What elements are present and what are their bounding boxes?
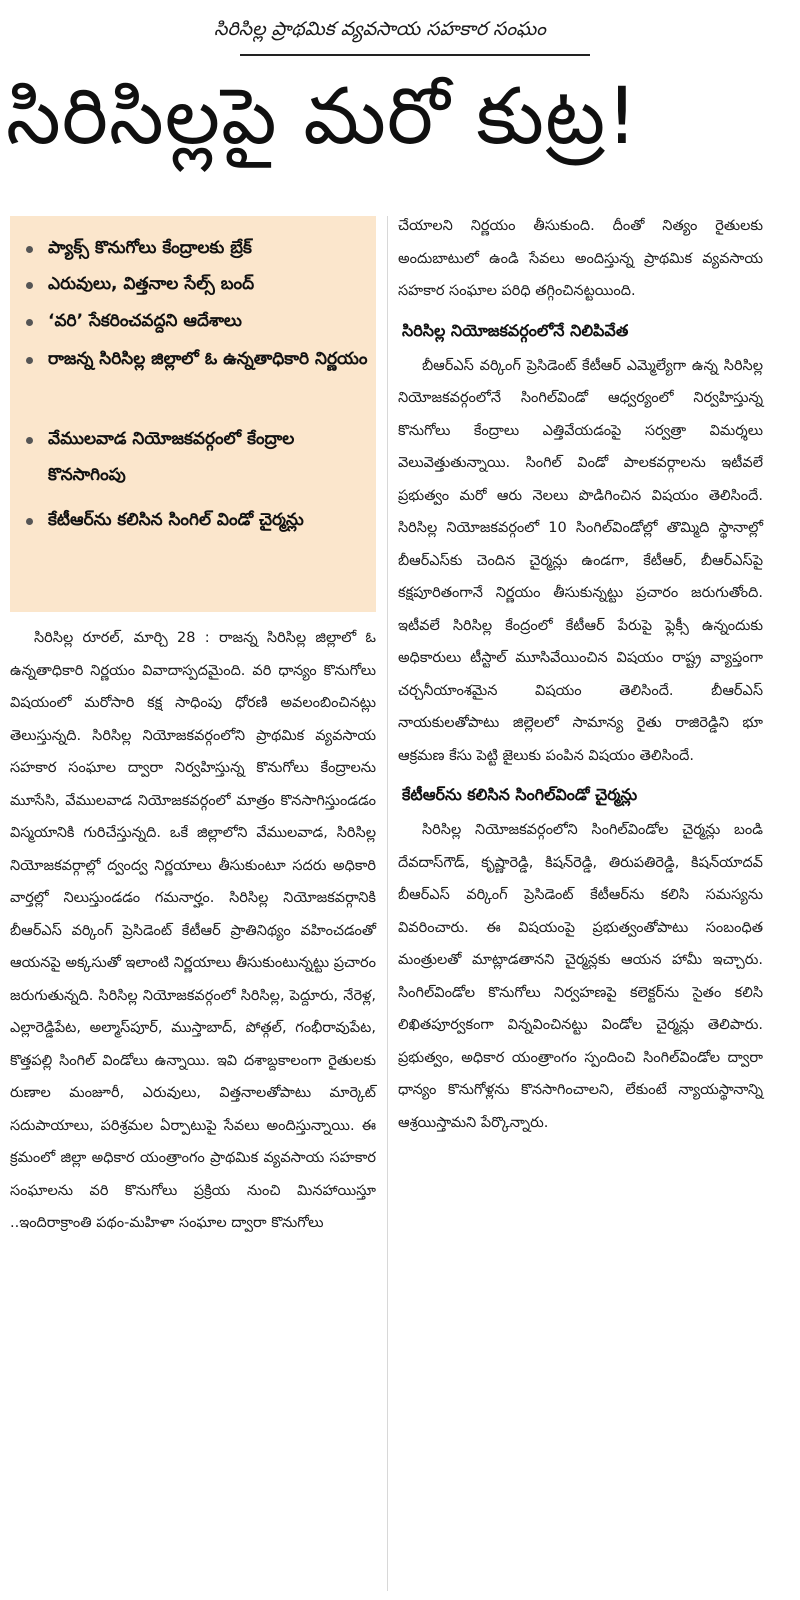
bullet-icon bbox=[26, 437, 33, 444]
highlight-item: ప్యాక్స్ కొనుగోలు కేంద్రాలకు బ్రేక్ bbox=[26, 230, 376, 266]
bullet-icon bbox=[26, 357, 33, 364]
bullet-icon bbox=[26, 518, 33, 525]
bullet-icon bbox=[26, 282, 33, 289]
highlight-item: రాజన్న సిరిసిల్ల జిల్లాలో ఓ ఉన్నతాధికారి నిర్ణయం bbox=[26, 341, 376, 377]
article-left-column bbox=[10, 622, 376, 1240]
article-right-column bbox=[398, 210, 763, 1139]
article-paragraph: సిరిసిల్ల రూరల్, మార్చి 28 : రాజన్న సిరిసిల్ల జిల్లాలో ఓ ఉన్నతాధికారి నిర్ణయం వివాదాస్పదమైంది. వరి ధాన్యం కొనుగోలు విషయంలో మరోసారి కక్ష సాధింపు ధోరణి అవలంబించినట్లు తెలుస్తున్నది. సిరిసిల్ల నియోజకవర్గంలోని ప్రాథమిక వ్యవసాయ సహకార సంఘాల ద్వారా నిర్వహిస్తున్న కొనుగోలు కేంద్రాలను మూసేసి, వేములవాడ నియోజకవర్గంలో మాత్రం కొనసాగిస్తుండడం విస్మయానికి గురిచేస్తున్నది. ఒకే జిల్లాలోని వేములవాడ, సిరిసిల్ల నియోజకవర్గాల్లో ద్వంద్వ నిర్ణయాలు తీసుకుంటూ సదరు అధికారి వార్తల్లో నిలుస్తుండడం గమనార్హం. సిరిసిల్ల నియోజకవర్గానికి బీఆర్‌ఎస్ వర్కింగ్ ప్రెసిడెంట్ కేటీఆర్ ప్రాతినిథ్యం వహించడంతో ఆయనపై అక్కసుతో ఇలాంటి నిర్ణయాలు తీసుకుంటున్నట్టు ప్రచారం జరుగుతున్నది. సిరిసిల్ల నియోజకవర్గంలో సిరిసిల్ల, పెద్దూరు, నేరెళ్ల, ఎల్లారెడ్డిపేట, అల్మాస్‌పూర్, ముస్తాబాద్, పోత్గల్, గంభీరావుపేట, కొత్తపల్లి సింగిల్ విండోలు ఉన్నాయి. ఇవి దశాబ్దకాలంగా రైతులకు రుణాల మంజూరీ, ఎరువులు, విత్తనాలతోపాటు మార్కెట్ సదుపాయాలు, పరిశ్రమల ఏర్పాటుపై సేవలు అందిస్తున్నాయి. ఈ క్రమంలో జిల్లా అధికార యంత్రాంగం ప్రాథమిక వ్యవసాయ సహకార సంఘాలను వరి కొనుగోలు ప్రక్రియ నుంచి మినహాయిస్తూ ..ఇందిరాక్రాంతి పథం-మహిళా సంఘాల ద్వారా కొనుగోలు bbox=[10, 630, 376, 1231]
article-paragraph: బీఆర్‌ఎస్ వర్కింగ్ ప్రెసిడెంట్ కేటీఆర్ ఎమ్మెల్యేగా ఉన్న సిరిసిల్ల నియోజకవర్గంలోనే సింగిల్‌విండో ఆధ్వర్యంలో నిర్వహిస్తున్న కొనుగోలు కేంద్రాలు ఎత్తివేయడంపై సర్వత్రా విమర్శలు వెలువెత్తుతున్నాయి. సింగిల్ విండో పాలకవర్గాలను ఇటీవలే ప్రభుత్వం మరో ఆరు నెలలు పొడిగించిన విషయం తెలిసిందే. సిరిసిల్ల నియోజకవర్గంలో 10 సింగిల్‌విండోల్లో తొమ్మిది స్థానాల్లో బీఆర్‌ఎస్‌కు చెందిన చైర్మన్లు ఉండగా, కేటీఆర్, బీఆర్‌ఎస్‌పై కక్షపూరితంగానే నిర్ణయం తీసుకున్నట్టు ప్రచారం జరుగుతోంది. ఇటీవలే సిరిసిల్ల కేంద్రంలో కేటీఆర్ పేరుపై ఫ్లెక్సీ ఉన్నందుకు అధికారులు టీస్టాల్ మూసివేయించిన విషయం రాష్ట్ర వ్యాప్తంగా చర్చనీయాంశమైన విషయం తెలిసిందే. బీఆర్‌ఎస్ నాయకులతోపాటు జిల్లెలలో సామాన్య రైతు రాజిరెడ్డిని భూ ఆక్రమణ కేసు పెట్టి జైలుకు పంపిన విషయం తెలిసిందే. bbox=[398, 357, 763, 764]
kicker-underline bbox=[240, 54, 590, 56]
highlight-item: కేటీఆర్‌ను కలిసిన సింగిల్ విండో చైర్మన్లు bbox=[26, 502, 376, 538]
bullet-icon bbox=[26, 246, 33, 253]
highlight-item: ‘వరి’ సేకరించవద్దని ఆదేశాలు bbox=[26, 303, 376, 339]
top-color-strip bbox=[0, 0, 800, 5]
article-paragraph: సిరిసిల్ల నియోజకవర్గంలోని సింగిల్‌విండోల చైర్మన్లు బండి దేవదాస్‌గౌడ్, కృష్ణారెడ్డి, కిషన్‌రెడ్డి, తిరుపతిరెడ్డి, కిషన్‌యాదవ్ బీఆర్‌ఎస్ వర్కింగ్ ప్రెసిడెంట్ కేటీఆర్‌ను కలిసి సమస్యను వివరించారు. ఈ విషయంపై ప్రభుత్వంతోపాటు సంబంధిత మంత్రులతో మాట్లాడతానని చైర్మన్లకు ఆయన హామీ ఇచ్చారు. సింగిల్‌విండోల కొనుగోలు నిర్వహణపై కలెక్టర్‌ను సైతం కలిసి లిఖితపూర్వకంగా విన్నవించినట్టు విండోల చైర్మన్లు తెలిపారు. ప్రభుత్వం, అధికార యంత్రాంగం స్పందించి సింగిల్‌విండోల ద్వారా ధాన్యం కొనుగోళ్లను కొనసాగించాలని, లేకుంటే న్యాయస్థానాన్ని ఆశ్రయిస్తామని పేర్కొన్నారు. bbox=[398, 822, 763, 1131]
kicker-line: సిరిసిల్ల ప్రాథమిక వ్యవసాయ సహకార సంఘం bbox=[214, 18, 546, 40]
headline: సిరిసిల్లపై మరో కుట్ర! bbox=[6, 72, 639, 162]
column-divider bbox=[387, 216, 388, 1591]
highlight-item: వేములవాడ నియోజకవర్గంలో కేంద్రాల కొనసాగింపు bbox=[26, 421, 376, 493]
bullet-icon bbox=[26, 319, 33, 326]
highlight-item: ఎరువులు, విత్తనాల సేల్స్ బంద్ bbox=[26, 266, 376, 302]
highlights-box bbox=[10, 216, 376, 612]
subheading: సిరిసిల్ల నియోజకవర్గంలోనే నిలిపివేత bbox=[402, 320, 629, 340]
article-paragraph: చేయాలని నిర్ణయం తీసుకుంది. దీంతో నిత్యం రైతులకు అందుబాటులో ఉండి సేవలు అందిస్తున్న ప్రాథమిక వ్యవసాయ సహకార సంఘాల పరిధి తగ్గించినట్టయింది. bbox=[398, 218, 763, 299]
subheading: కేటీఆర్‌ను కలిసిన సింగిల్‌విండో చైర్మన్లు bbox=[402, 785, 638, 804]
